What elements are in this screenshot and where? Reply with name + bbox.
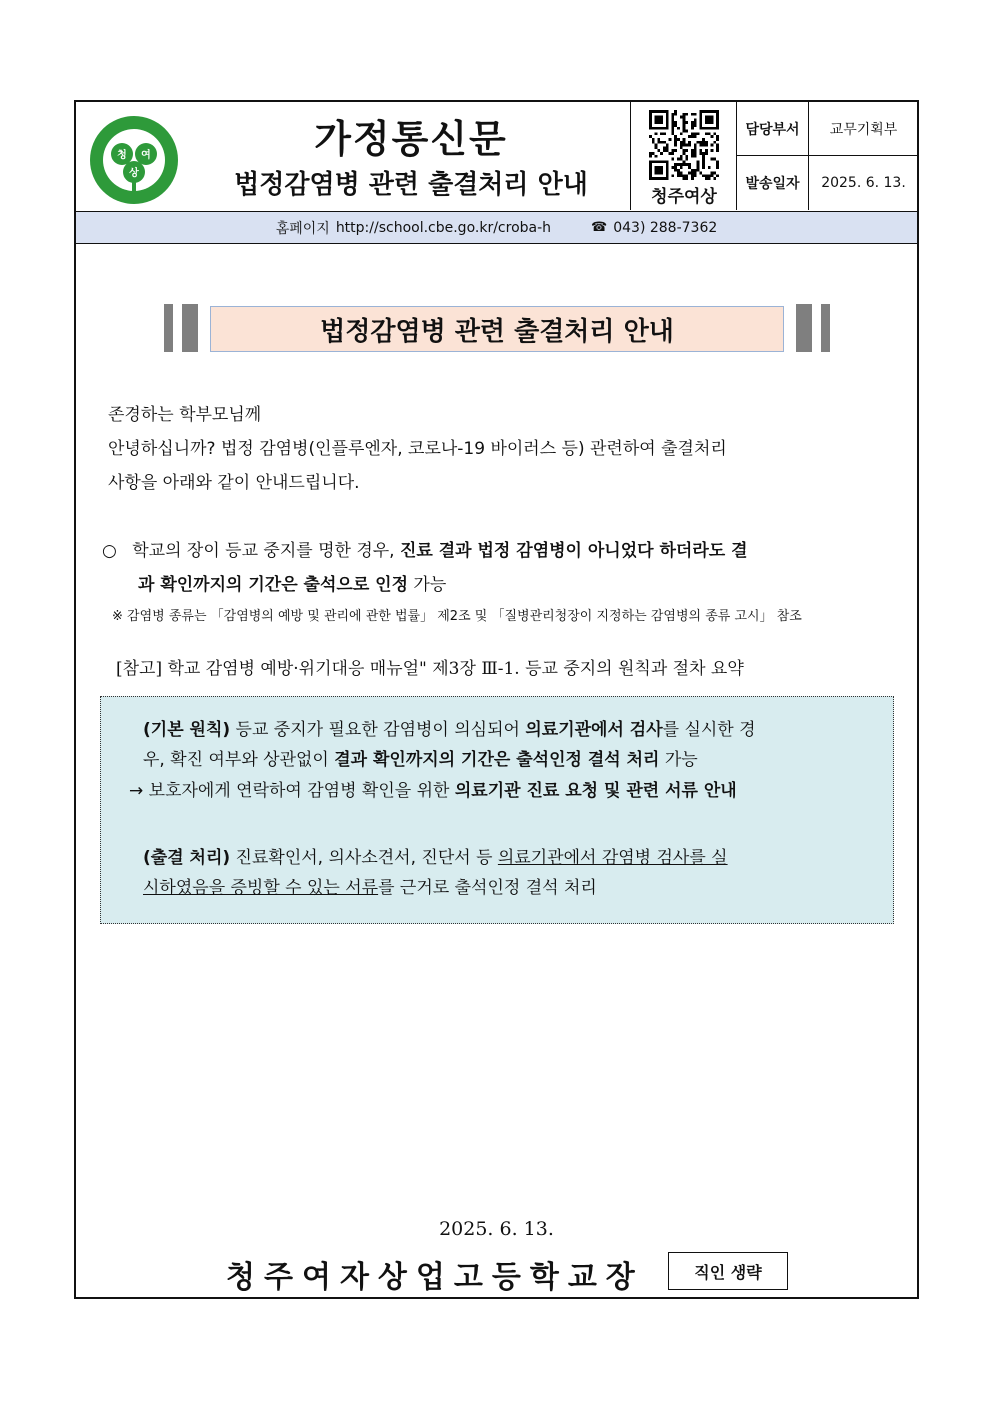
box-text: 진료확인서, 의사소견서, 진단서 등 [230,848,498,868]
box-bold-text: 결과 확인까지의 기간은 출석인정 결석 처리 [334,750,660,770]
section-banner [164,304,830,354]
item-text-d: 가능 [408,575,447,595]
phone-icon: ☎ [591,220,608,235]
intro-line-1: 안녕하십니까? 법정 감염병(인플루엔자, 코로나-19 바이러스 등) 관련하여 출결처리 [108,439,727,459]
date-label: 발송일자 [737,156,809,210]
banner-bar-left-2 [182,304,198,352]
page-title: 가정통신문 [314,117,508,161]
banner-bar-left [164,304,173,352]
qr-section [630,102,736,210]
box-text: 가능 [659,750,698,770]
homepage-link[interactable]: http://school.cbe.go.kr/croba-h [335,219,552,236]
attendance-item [102,534,916,602]
meta-row-dept [737,102,918,156]
box-line-2 [143,745,698,775]
seal-omitted-box: 직인 생략 [668,1252,788,1290]
homepage-label: 홈페이지 [275,220,330,237]
box-text: 우, 확진 여부와 상관없이 [143,750,335,770]
homepage-bar [76,212,917,244]
basic-principle-label: (기본 원칙) [143,720,231,740]
box-text: 등교 중지가 필요한 감염병이 의심되어 [230,720,526,740]
attendance-process-label: (출결 처리) [143,848,231,868]
meta-row-date [737,156,918,210]
header [76,102,917,212]
box-bold-text: 의료기관에서 검사 [525,720,663,740]
law-note: ※ 감염병 종류는 「감염병의 예방 및 관리에 관한 법률」 제2조 및 「질병관리청장이 지정하는 감염병의 종류 고시」 참조 [112,609,802,624]
box-line-1 [143,715,756,745]
principal-signature: 청주여자상업고등학교장 [226,1260,644,1295]
qr-caption: 청주여상 [651,187,717,207]
phone-number: 043) 288-7362 [613,219,718,236]
item-text-a: 학교의 장이 등교 중지를 명한 경우, [132,541,400,561]
box-underline-text: 시하였음을 증빙할 수 있는 서류 [143,878,379,898]
box-line-5 [143,873,597,903]
item-bullet: ○ [102,541,117,561]
box-line-4 [143,843,728,873]
item-text-c: 과 확인까지의 기간은 출석으로 인정 [138,575,409,595]
svg-text:여: 여 [141,150,151,161]
school-logo-icon [88,114,180,206]
banner-bar-right-2 [821,304,830,352]
banner-bar-right [796,304,812,352]
svg-text:상: 상 [129,168,139,179]
qr-code-icon[interactable] [646,110,722,180]
box-text: → 보호자에게 연락하여 감염병 확인을 위한 [129,781,455,801]
issue-date: 2025. 6. 13. [439,1218,554,1240]
box-line-3 [129,776,737,806]
meta-table [736,102,917,210]
box-underline-text: 의료기관에서 감염병 검사를 실 [497,848,728,868]
svg-text:청: 청 [117,150,127,161]
summary-box [100,696,894,924]
item-text-b: 진료 결과 법정 감염병이 아니었다 하더라도 결 [399,541,748,561]
document-frame [74,100,919,1299]
dept-value: 교무기획부 [829,121,898,138]
date-value: 2025. 6. 13. [821,175,906,191]
box-text: 를 실시한 경 [662,720,756,740]
dept-label: 담당부서 [737,102,809,155]
reference-heading: [참고] 학교 감염병 예방·위기대응 매뉴얼" 제3장 Ⅲ-1. 등교 중지의 원칙과 절차 요약 [116,659,744,679]
greeting: 존경하는 학부모님께 [108,405,262,425]
box-bold-text: 의료기관 진료 요청 및 관련 서류 안내 [454,781,737,801]
page-subtitle: 법정감염병 관련 출결처리 안내 [234,170,588,200]
banner-title: 법정감염병 관련 출결처리 안내 [210,306,784,352]
intro-line-2: 사항을 아래와 같이 안내드립니다. [108,473,360,493]
box-text: 를 근거로 출석인정 결석 처리 [378,878,597,898]
intro-paragraph [108,432,916,500]
